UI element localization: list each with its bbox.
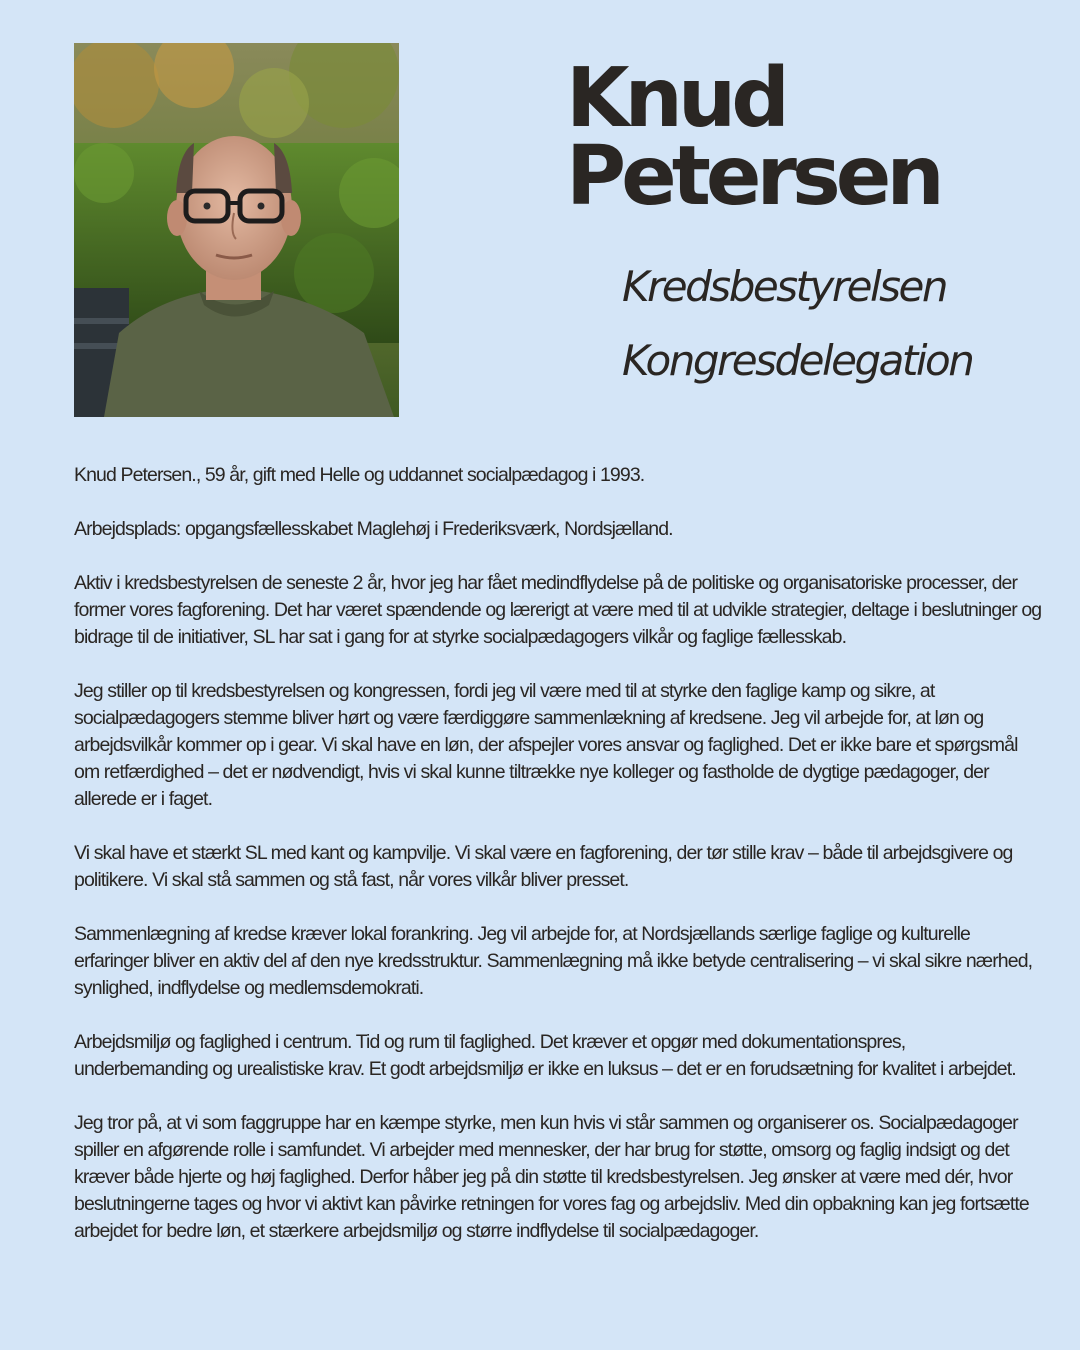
- paragraph-closing: Jeg tror på, at vi som faggruppe har en kæmpe styrke, men kun hvis vi står sammen og organiserer os. Socialpædagoger spiller en afgørende rolle i samfundet. Vi arbejder med mennesker, der har brug for støtte, omsorg og faglig indsigt og det kræver både hjerte og høj faglighed. Derfor håber jeg på din støtte til kredsbestyrelsen. Jeg ønsker at være med dér, hvor beslutningerne tages og hvor vi aktivt kan påvirke retningen for vores fag og arbejdsliv. Med din opbakning kan jeg fortsætte arbejdet for bedre løn, et stærkere arbejdsmiljø og større indflydelse til socialpædagoger.: [74, 1112, 1029, 1242]
- last-name: Petersen: [566, 129, 940, 224]
- role-kongresdelegation: Kongresdelegation: [622, 336, 973, 385]
- paragraph-workplace: Arbejdsplads: opgangsfællesskabet Maglehøj i Frederiksværk, Nordsjælland.: [74, 518, 673, 540]
- role-kredsbestyrelsen: Kredsbestyrelsen: [622, 262, 947, 311]
- paragraph-experience: Aktiv i kredsbestyrelsen de seneste 2 år, hvor jeg har fået medindflydelse på de politiske og organisatoriske processer, der former vores fagforening. Det har været spændende og lærerigt at være med til at udvikle strategier, deltage i beslutninger og bidrage til de initiativer, SL har sat i gang for at styrke socialpædagogers vilkår og faglige fællesskab.: [74, 572, 1042, 648]
- candidate-photo: [74, 43, 399, 417]
- paragraph-intro: Knud Petersen., 59 år, gift med Helle og uddannet socialpædagog i 1993.: [74, 464, 645, 486]
- candidate-roles: [622, 250, 972, 398]
- first-name: Knud: [566, 51, 785, 146]
- candidate-statement: [74, 462, 1042, 1245]
- paragraph-merger: Sammenlægning af kredse kræver lokal forankring. Jeg vil arbejde for, at Nordsjællands særlige faglige og kulturelle erfaringer bliver en aktiv del af den nye kredsstruktur. Sammenlægning må ikke betyde centralisering – vi skal sikre nærhed, synlighed, indflydelse og medlemsdemokrati.: [74, 923, 1033, 999]
- paragraph-strong-sl: Vi skal have et stærkt SL med kant og kampvilje. Vi skal være en fagforening, der tør stille krav – både til arbejdsgivere og politikere. Vi skal stå sammen og stå fast, når vores vilkår bliver presset.: [74, 842, 1013, 891]
- paragraph-work-environment: Arbejdsmiljø og faglighed i centrum. Tid og rum til faglighed. Det kræver et opgør med dokumentationspres, underbemanding og urealistiske krav. Et godt arbejdsmiljø er ikke en luksus – det er en forudsætning for kvalitet i arbejdet.: [74, 1031, 1016, 1080]
- candidate-name: [566, 51, 940, 224]
- paragraph-motivation: Jeg stiller op til kredsbestyrelsen og kongressen, fordi jeg vil være med til at styrke den faglige kamp og sikre, at socialpædagogers stemme bliver hørt og være færdiggøre sammenlækning af kredsene. Jeg vil arbejde for, at løn og arbejdsvilkår kommer op i gear. Vi skal have en løn, der afspejler vores ansvar og faglighed. Det er ikke bare et spørgsmål om retfærdighed – det er nødvendigt, hvis vi skal kunne tiltrække nye kolleger og fastholde de dygtige pædagoger, der allerede er i faget.: [74, 680, 1018, 810]
- portrait-illustration: [74, 43, 399, 417]
